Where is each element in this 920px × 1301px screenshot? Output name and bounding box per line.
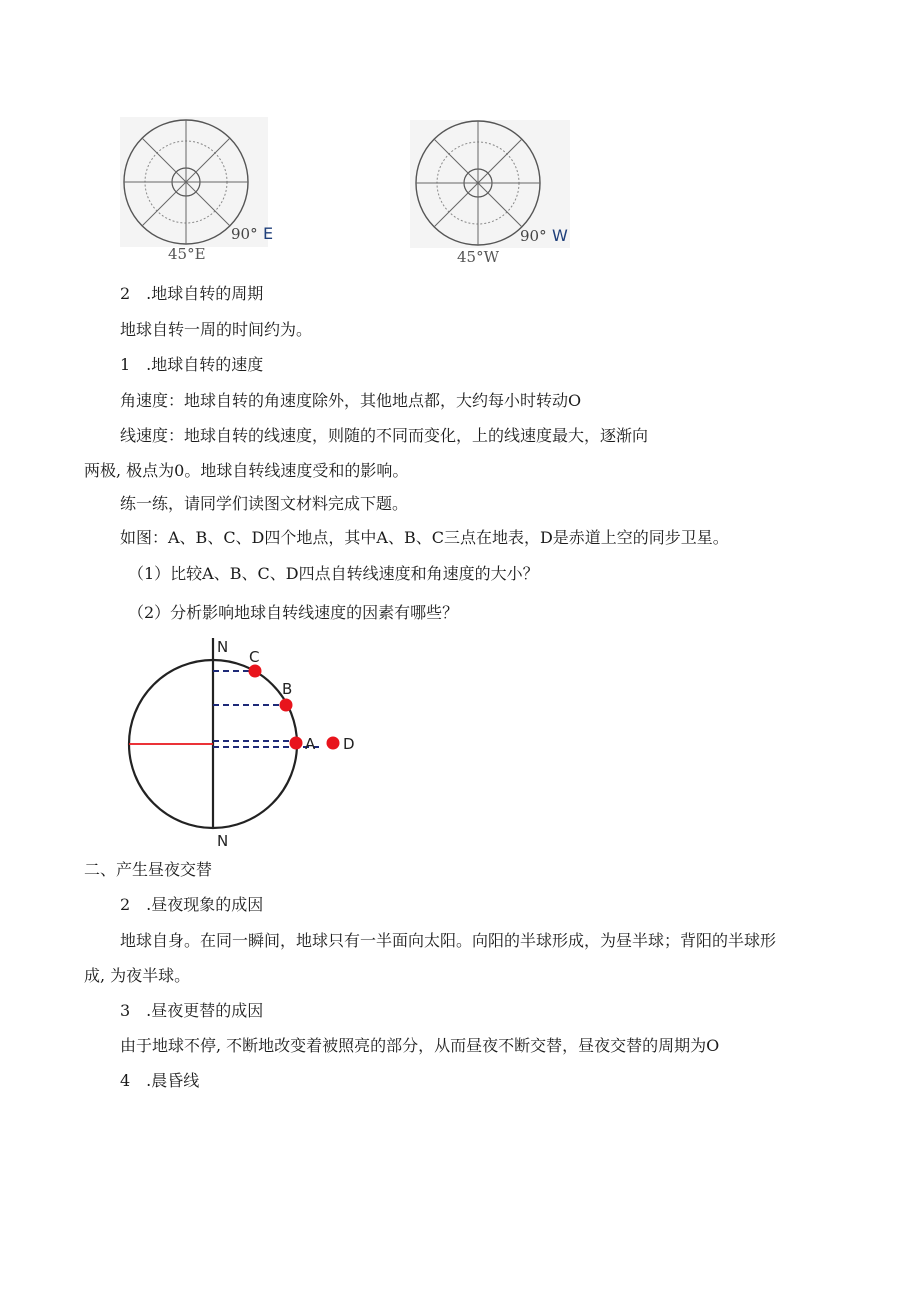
para-rotation-period: 地球自转一周的时间约为。 bbox=[120, 320, 313, 339]
para-day-night-cause: 地球自身。在同一瞬间，地球只有一半面向太阳。向阳的半球形成，为昼半球；背阳的半球形 bbox=[120, 931, 777, 950]
north-label-bottom: N bbox=[217, 832, 229, 850]
north-label-top: N bbox=[217, 638, 229, 656]
point-d-label: D bbox=[343, 735, 355, 753]
heading-day-night-cause: 2 .昼夜现象的成因 bbox=[120, 895, 264, 914]
point-b-label: B bbox=[282, 680, 293, 698]
para-exercise-intro: 练一练，请同学们读图文材料完成下题。 bbox=[120, 494, 409, 513]
heading-rotation-speed: 1 .地球自转的速度 bbox=[120, 355, 264, 374]
question-2: （2）分析影响地球自转线速度的因素有哪些？ bbox=[128, 603, 459, 622]
point-b-marker bbox=[280, 699, 293, 712]
bottom-label-west: 45°W bbox=[457, 248, 500, 266]
para-day-night-alternation: 由于地球不停, 不断地改变着被照亮的部分，从而昼夜不断交替，昼夜交替的周期为O bbox=[120, 1036, 720, 1055]
heading-terminator: 4 .晨昏线 bbox=[120, 1071, 200, 1090]
direction-label-west: W bbox=[552, 226, 568, 245]
polar-diagram-east-svg bbox=[118, 115, 278, 265]
point-a-label: A bbox=[305, 735, 316, 753]
point-d-marker bbox=[327, 737, 340, 750]
globe-diagram-svg bbox=[125, 636, 365, 852]
point-c-marker bbox=[249, 665, 262, 678]
question-1: （1）比较A、B、C、D四点自转线速度和角速度的大小？ bbox=[128, 564, 539, 583]
para-day-night-cause-cont: 成, 为夜半球。 bbox=[84, 966, 191, 985]
polar-diagram-west-svg bbox=[408, 118, 578, 270]
bottom-label-east: 45°E bbox=[168, 245, 206, 263]
para-linear-speed: 线速度：地球自转的线速度，则随的不同而变化，上的线速度最大，逐渐向 bbox=[120, 426, 649, 445]
para-linear-speed-cont: 两极, 极点为0。地球自转线速度受和的影响。 bbox=[84, 461, 409, 480]
section-heading-day-night: 二、产生昼夜交替 bbox=[84, 860, 213, 879]
angle-label-east: 90° bbox=[231, 225, 258, 243]
point-a-marker bbox=[290, 737, 303, 750]
polar-diagram-west bbox=[408, 118, 578, 270]
direction-label-east: E bbox=[263, 224, 274, 243]
heading-rotation-period: 2 .地球自转的周期 bbox=[120, 284, 264, 303]
globe-diagram bbox=[125, 636, 365, 852]
angle-label-west: 90° bbox=[520, 227, 547, 245]
para-exercise-figure: 如图：A、B、C、D四个地点，其中A、B、C三点在地表，D是赤道上空的同步卫星。 bbox=[120, 528, 729, 547]
polar-diagram-east bbox=[118, 115, 278, 265]
heading-day-night-alternation: 3 .昼夜更替的成因 bbox=[120, 1001, 264, 1020]
para-angular-speed: 角速度：地球自转的角速度除外，其他地点都，大约每小时转动O bbox=[120, 391, 582, 410]
point-c-label: C bbox=[249, 648, 260, 666]
